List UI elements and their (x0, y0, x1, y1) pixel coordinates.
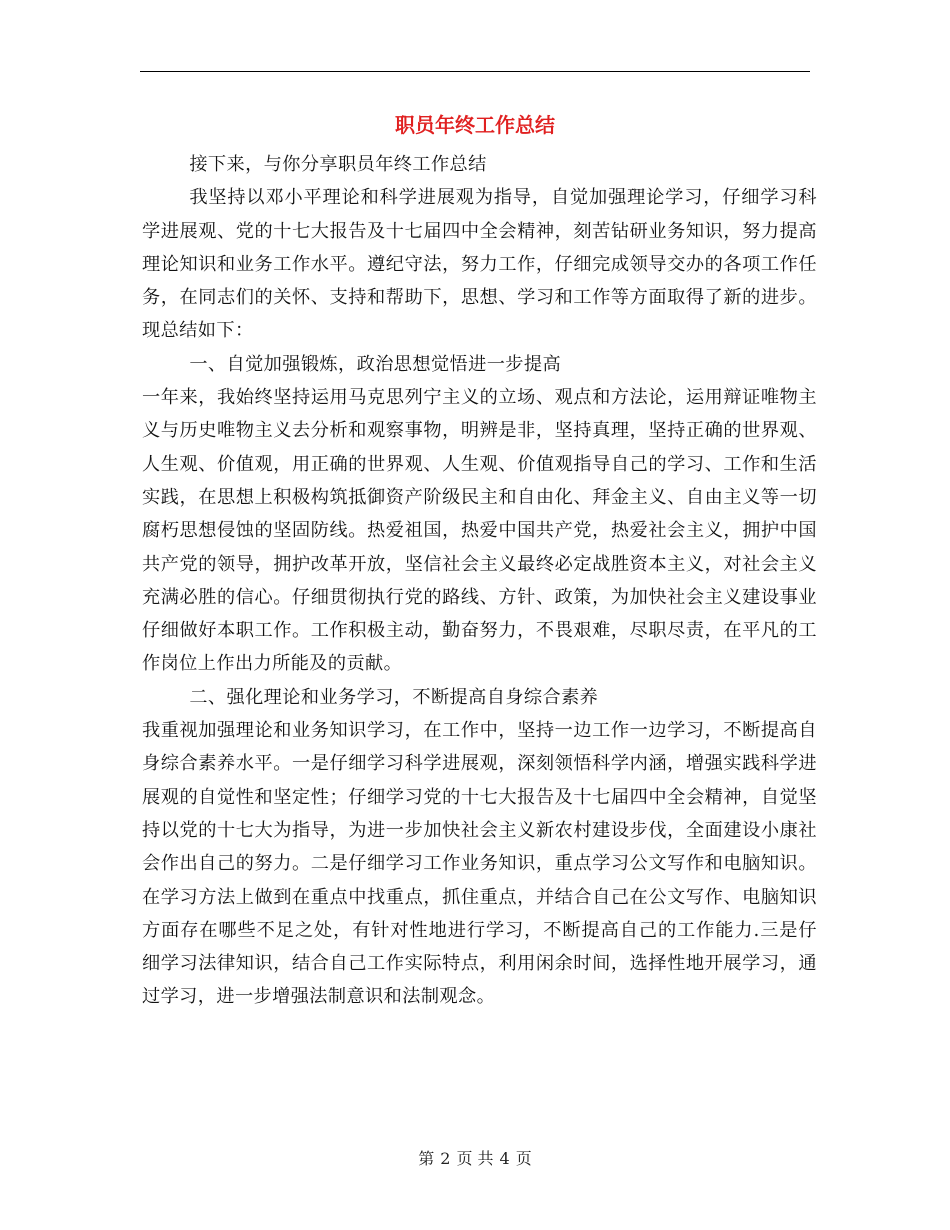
current-page-number: 2 (440, 1149, 451, 1168)
page-label-prefix: 第 (418, 1149, 435, 1168)
body-paragraph: 一年来，我始终坚持运用马克思列宁主义的立场、观点和方法论，运用辩证唯物主义与历史唯物主义去分析和观察事物，明辨是非，坚持真理，坚持正确的世界观、人生观、价值观，用正确的世界观、人生观、价值观指导自己的学习、工作和生活实践，在思想上积极构筑抵御资产阶级民主和自由化、拜金主义、自由主义等一切腐朽思想侵蚀的坚固防线。热爱祖国，热爱中国共产党，热爱社会主义，拥护中国共产党的领导，拥护改革开放，坚信社会主义最终必定战胜资本主义，对社会主义充满必胜的信心。仔细贯彻执行党的路线、方针、政策，为加快社会主义建设事业仔细做好本职工作。工作积极主动，勤奋努力，不畏艰难，尽职尽责，在平凡的工作岗位上作出力所能及的贡献。 (142, 387, 817, 675)
total-pages-number: 4 (499, 1149, 510, 1168)
document-title: 职员年终工作总结 (395, 113, 555, 137)
header-rule (140, 71, 810, 72)
page-label-suffix: 页 (515, 1149, 532, 1168)
section-heading-2: 二、强化理论和业务学习，不断提高自身综合素养 (189, 686, 599, 708)
page-footer (0, 1148, 950, 1170)
section-heading-1: 一、自觉加强锻炼，政治思想觉悟进一步提高 (189, 353, 562, 375)
body-paragraph: 我坚持以邓小平理论和科学进展观为指导，自觉加强理论学习，仔细学习科学进展观、党的十七大报告及十七届四中全会精神，刻苦钻研业务知识，努力提高理论知识和业务工作水平。遵纪守法，努力工作，仔细完成领导交办的各项工作任务，在同志们的关怀、支持和帮助下，思想、学习和工作等方面取得了新的进步。现总结如下： (142, 187, 817, 342)
intro-paragraph: 接下来，与你分享职员年终工作总结 (189, 154, 487, 175)
body-paragraph: 我重视加强理论和业务知识学习，在工作中，坚持一边工作一边学习，不断提高自身综合素养水平。一是仔细学习科学进展观，深刻领悟科学内涵，增强实践科学进展观的自觉性和坚定性；仔细学习党的十七大报告及十七届四中全会精神，自觉坚持以党的十七大为指导，为进一步加快社会主义新农村建设步伐，全面建设小康社会作出自己的努力。二是仔细学习工作业务知识，重点学习公文写作和电脑知识。在学习方法上做到在重点中找重点，抓住重点，并结合自己在公文写作、电脑知识方面存在哪些不足之处，有针对性地进行学习，不断提高自己的工作能力.三是仔细学习法律知识，结合自己工作实际特点，利用闲余时间，选择性地开展学习，通过学习，进一步增强法制意识和法制观念。 (142, 720, 817, 1008)
page-label-middle: 页 共 (456, 1149, 494, 1168)
document-body (142, 148, 817, 1014)
